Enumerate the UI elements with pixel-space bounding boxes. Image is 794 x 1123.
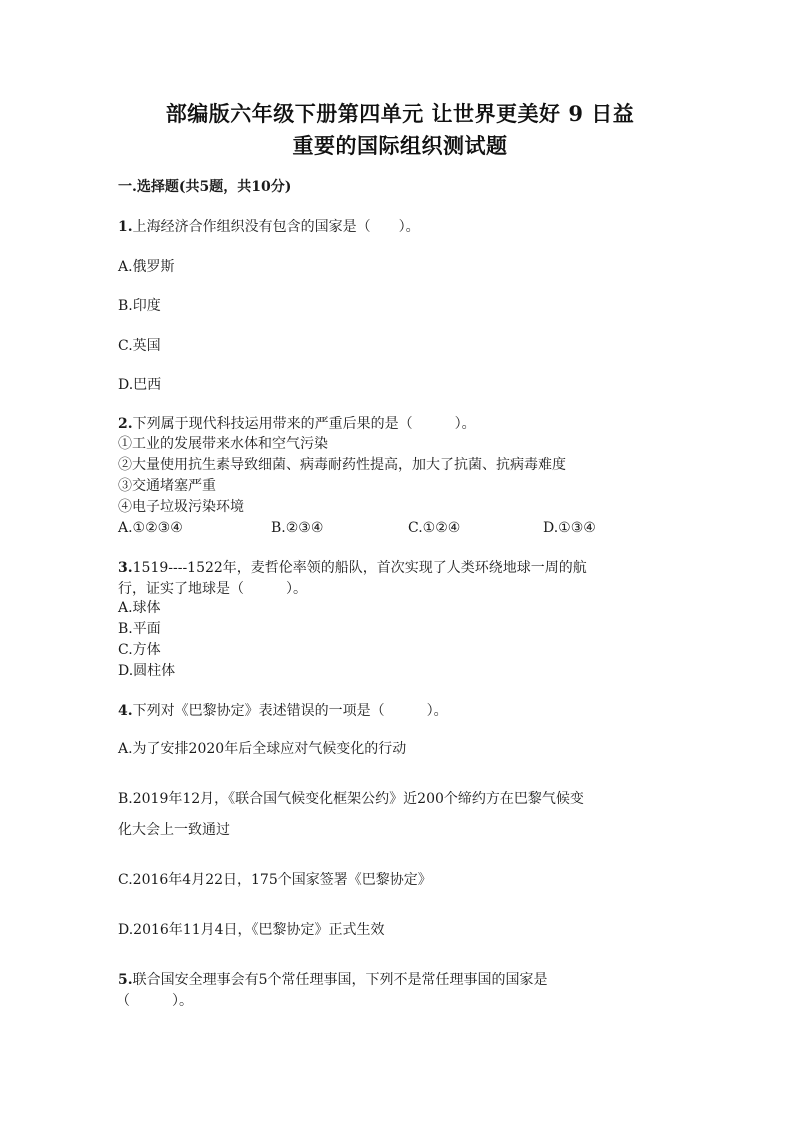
question-stem-line-2: 行，证实了地球是（ ）。	[118, 581, 307, 597]
page-title-line-2: 重要的国际组织测试题	[292, 133, 508, 158]
q2-option-b: B.②③④	[271, 520, 324, 536]
q2-item-4: ④电子垃圾污染环境	[118, 499, 244, 515]
q4-option-a: A.为了安排2020年后全球应对气候变化的行动	[118, 741, 407, 757]
q2-item-1: ①工业的发展带来水体和空气污染	[118, 436, 328, 452]
question-5	[118, 971, 548, 989]
question-stem-line-1: 1519----1522年，麦哲伦率领的船队，首次实现了人类环绕地球一周的航	[132, 560, 587, 576]
question-2	[118, 415, 476, 433]
question-number: 5.	[118, 972, 133, 988]
question-4	[118, 702, 448, 720]
question-1	[118, 218, 420, 236]
q2-option-d: D.①③④	[543, 520, 596, 536]
q3-option-c: C.方体	[118, 642, 161, 658]
q1-option-c: C.英国	[118, 338, 161, 354]
q2-option-a: A.①②③④	[118, 520, 183, 536]
q3-option-b: B.平面	[118, 621, 161, 637]
q3-option-d: D.圆柱体	[118, 663, 176, 679]
page-title-line-1: 部编版六年级下册第四单元 让世界更美好 9 日益	[165, 101, 635, 126]
section-heading: 一.选择题(共5题，共10分)	[118, 179, 292, 195]
question-stem: 下列对《巴黎协定》表述错误的一项是（ ）。	[132, 703, 448, 719]
q1-option-b: B.印度	[118, 298, 161, 314]
question-stem-line-2: （ ）。	[116, 993, 193, 1009]
question-number: 1.	[118, 219, 133, 235]
question-stem: 下列属于现代科技运用带来的严重后果的是（ ）。	[132, 416, 476, 432]
question-stem-line-1: 联合国安全理事会有5个常任理事国，下列不是常任理事国的国家是	[132, 972, 548, 988]
q2-item-3: ③交通堵塞严重	[118, 478, 216, 494]
question-number: 3.	[118, 560, 133, 576]
question-3	[118, 559, 587, 577]
q3-option-a: A.球体	[118, 600, 161, 616]
q1-option-d: D.巴西	[118, 377, 162, 393]
question-number: 2.	[118, 416, 133, 432]
q4-option-d: D.2016年11月4日，《巴黎协定》正式生效	[118, 922, 385, 938]
question-stem: 上海经济合作组织没有包含的国家是（ ）。	[132, 219, 420, 235]
q2-option-c: C.①②④	[408, 520, 461, 536]
q2-item-2: ②大量使用抗生素导致细菌、病毒耐药性提高，加大了抗菌、抗病毒难度	[118, 457, 566, 473]
q1-option-a: A.俄罗斯	[118, 259, 175, 275]
q4-option-b: B.2019年12月，《联合国气候变化框架公约》近200个缔约方在巴黎气候变	[118, 791, 584, 807]
q4-option-c: C.2016年4月22日，175个国家签署《巴黎协定》	[118, 872, 432, 888]
question-number: 4.	[118, 703, 133, 719]
q4-option-b-continued: 化大会上一致通过	[118, 822, 230, 838]
